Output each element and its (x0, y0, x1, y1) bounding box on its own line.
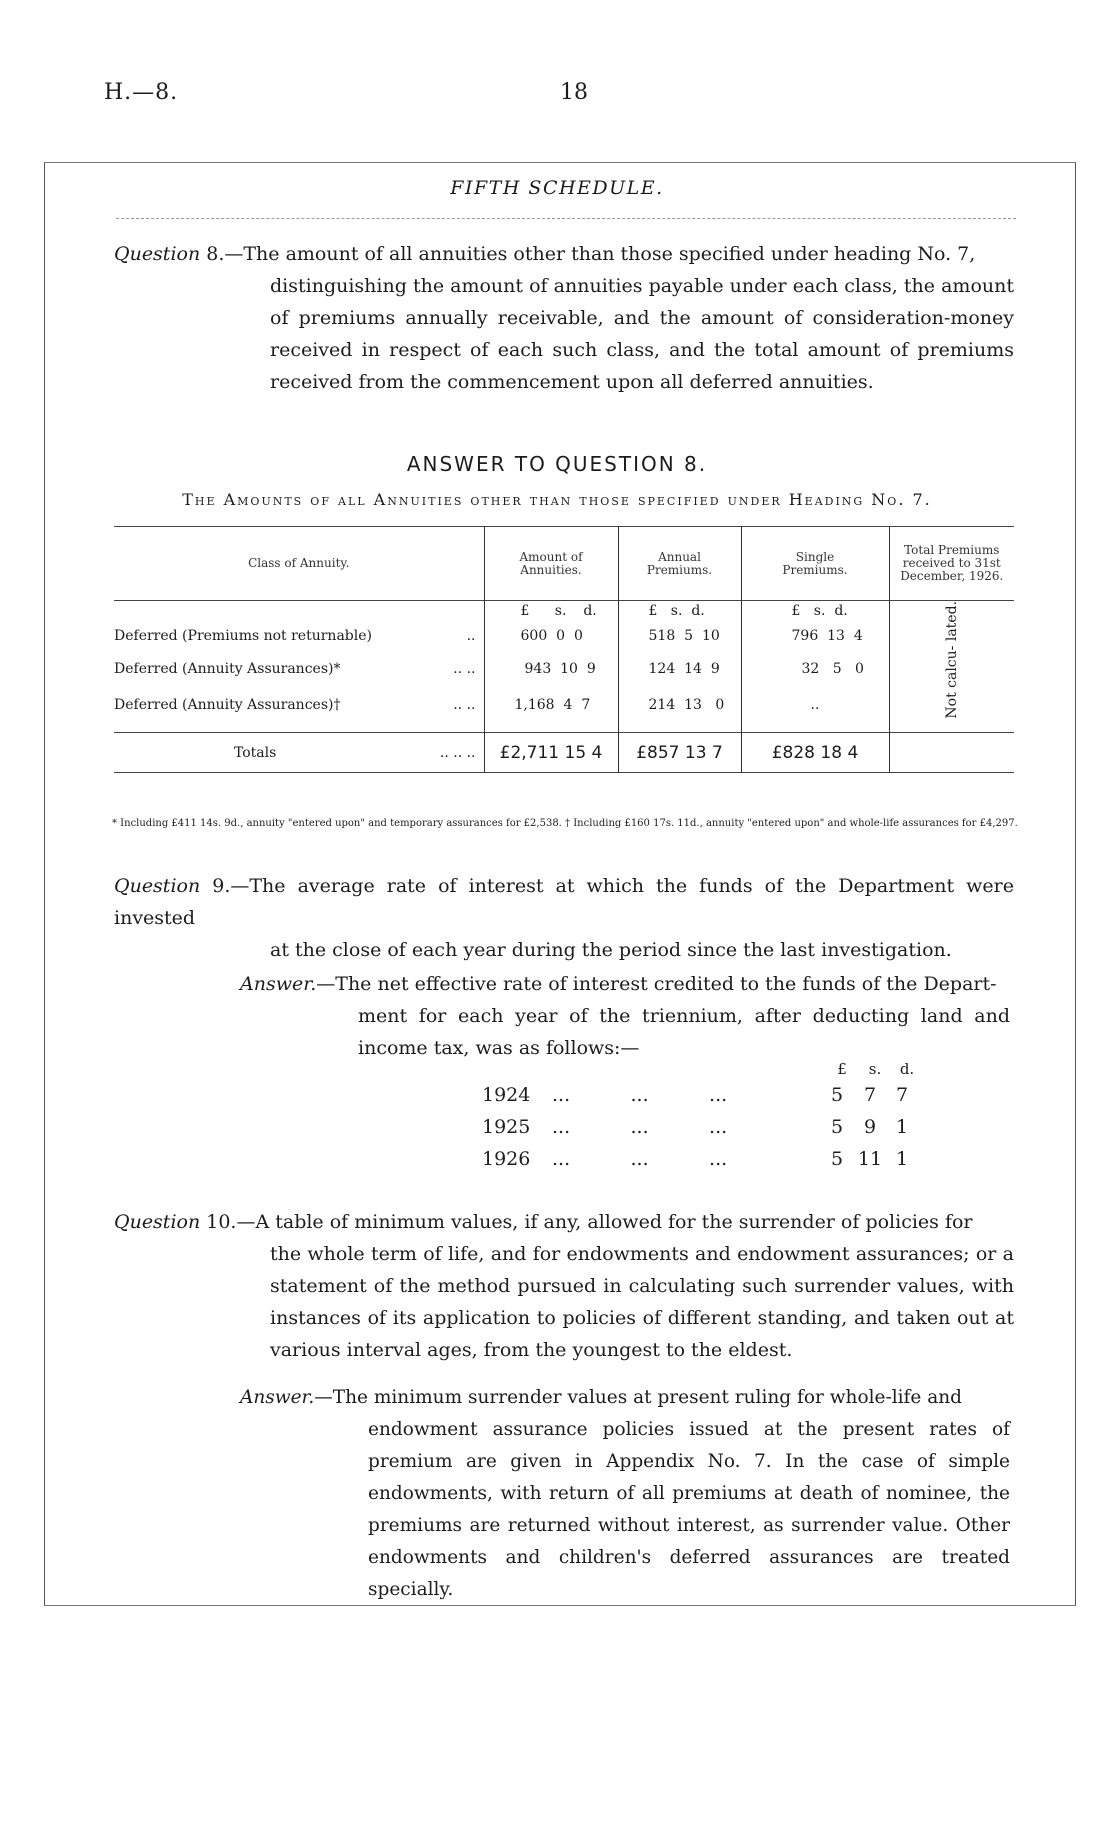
row-leader: .. .. (453, 696, 476, 713)
total-single: £828 18 4 (741, 733, 889, 773)
question-9 (114, 870, 1014, 966)
answer-9 (240, 968, 1010, 1064)
header-single: Single Premiums. (741, 527, 889, 601)
row-label: Deferred (Premiums not returnable) (114, 628, 372, 645)
dot-leader: ... ... ... (552, 1084, 728, 1106)
unit-shilling: s. (670, 603, 683, 620)
total-annual: £857 13 7 (618, 733, 741, 773)
dot-leader: ... ... ... (552, 1116, 728, 1138)
single-empty: .. (741, 687, 889, 723)
question-8 (114, 238, 1014, 398)
annual-shillings: 5 (684, 628, 694, 645)
table-row (114, 687, 1014, 723)
question-10-first-line: 10.—A table of minimum values, if any, allowed for the surrender of policies for (206, 1211, 973, 1233)
answer-label: Answer. (240, 1387, 315, 1408)
question-8-text: distinguishing the amount of annuities payable under each class, the amount of premiums annually receivable, and the amount of consideration-money received in respect of each such class, and the total amount of premiums received from the commencement upon all deferred annuities. (270, 275, 1014, 393)
answer-10-text: endowment assurance policies issued at the present rates of premium are given in Appendix No. 7. In the case of simple endowments, with return of all premiums at death of nominee, the premiums are returned without interest, as surrender value. Other endowments and children's deferred assurances are treated specially. (368, 1419, 1010, 1600)
amount-shillings: 0 (556, 628, 566, 645)
title-divider (116, 218, 1016, 219)
totals-row (114, 733, 1014, 773)
single-pence: 4 (853, 628, 863, 645)
rate-pence: 7 (895, 1084, 909, 1106)
annual-pounds: 518 (648, 628, 676, 645)
single-pounds: 796 (791, 628, 819, 645)
answer-8-subheading: The Amounts of all Annuities other than those specified under Heading No. 7. (182, 490, 932, 509)
unit-pound: £ (837, 1060, 847, 1078)
amount-pounds: 600 (520, 628, 548, 645)
unit-pence: d. (899, 1060, 915, 1078)
totals-leader: .. .. .. (439, 744, 476, 761)
total-amount: £2,711 15 4 (484, 733, 618, 773)
amount-pence: 0 (573, 628, 583, 645)
rate-shillings: 7 (863, 1084, 877, 1106)
amount-shillings: 10 (560, 660, 578, 677)
unit-pence: d. (834, 603, 848, 620)
question-10-text: the whole term of life, and for endowments and endowment assurances; or a statement of the method pursued in calculating such surrender values, with instances of its application to policies of different standing, and taken out at various interval ages, from the youngest to the eldest. (270, 1243, 1014, 1361)
table-footnote: * Including £411 14s. 9d., annuity "entered upon" and temporary assurances for £2,538. † Including £160 17s. 11d., annuity "entered upon" and whole-life assurances for £4,297. (112, 818, 1018, 829)
unit-shilling: s. (868, 1060, 882, 1078)
amount-pounds: 1,168 (514, 696, 555, 713)
row-label: Deferred (Annuity Assurances)* (114, 660, 341, 677)
unit-shilling: s. (554, 603, 567, 620)
rate-pounds: 5 (830, 1116, 844, 1138)
year: 1926 (482, 1148, 531, 1170)
answer-8-heading: ANSWER TO QUESTION 8. (406, 452, 708, 476)
interest-row (482, 1084, 918, 1106)
annuities-table (114, 526, 1014, 773)
question-10 (114, 1206, 1014, 1366)
question-label: Question (114, 875, 201, 897)
annual-shillings: 14 (684, 660, 702, 677)
single-pence: 0 (854, 660, 864, 677)
row-leader: .. .. (453, 660, 476, 677)
annual-shillings: 13 (684, 696, 702, 713)
table-row (114, 622, 1014, 651)
totals-label: Totals (234, 744, 277, 761)
answer-10-first-line: —The minimum surrender values at present ruling for whole-life and (314, 1387, 963, 1408)
rate-pence: 1 (895, 1148, 909, 1170)
rate-shillings: 11 (857, 1148, 883, 1170)
amount-pence: 7 (581, 696, 591, 713)
annual-pence: 10 (701, 628, 720, 645)
annual-pence: 0 (715, 696, 725, 713)
interest-units (825, 1060, 965, 1078)
unit-pound: £ (791, 603, 801, 620)
amount-pounds: 943 (524, 660, 552, 677)
question-8-first-line: 8.—The amount of all annuities other than those specified under heading No. 7, (206, 243, 976, 265)
amount-shillings: 4 (563, 696, 573, 713)
row-label: Deferred (Annuity Assurances)† (114, 696, 341, 713)
rate-shillings: 9 (863, 1116, 877, 1138)
interest-row (482, 1116, 918, 1138)
unit-pence: d. (691, 603, 705, 620)
unit-pound: £ (520, 603, 530, 620)
year: 1924 (482, 1084, 531, 1106)
question-9-text: at the close of each year during the period since the last investigation. (270, 939, 952, 961)
unit-pound: £ (648, 603, 658, 620)
total-premiums-note: Not calcu- lated. (943, 601, 960, 719)
answer-9-text: ment for each year of the triennium, after deducting land and income tax, was as follows:— (358, 1005, 1010, 1059)
answer-10 (240, 1382, 1010, 1606)
annual-pounds: 214 (648, 696, 676, 713)
header-annual: Annual Premiums. (618, 527, 741, 601)
header-total: Total Premiums received to 31st December, 1926. (889, 527, 1014, 601)
interest-row (482, 1148, 918, 1170)
annual-pounds: 124 (648, 660, 676, 677)
document-code: H.—8. (104, 80, 179, 105)
dot-leader: ... ... ... (552, 1148, 728, 1170)
schedule-title: FIFTH SCHEDULE. (450, 177, 664, 199)
year: 1925 (482, 1116, 531, 1138)
answer-label: Answer. (240, 973, 317, 995)
single-shillings: 13 (827, 628, 845, 645)
rate-pounds: 5 (830, 1084, 844, 1106)
header-class: Class of Annuity. (248, 556, 350, 570)
header-amount: Amount of Annuities. (484, 527, 618, 601)
question-9-first-line: 9.—The average rate of interest at which the funds of the Department were invested (114, 875, 1014, 929)
unit-pence: d. (583, 603, 597, 620)
question-label: Question (114, 1211, 201, 1233)
single-pounds: 32 (801, 660, 820, 677)
row-leader: .. (466, 628, 476, 645)
table-row (114, 651, 1014, 687)
single-shillings: 5 (832, 660, 842, 677)
amount-pence: 9 (586, 660, 596, 677)
answer-9-first-line: —The net effective rate of interest credited to the funds of the Depart- (316, 973, 997, 995)
unit-shilling: s. (813, 603, 826, 620)
question-label: Question (114, 243, 201, 265)
page-number: 18 (560, 80, 588, 105)
annual-pence: 9 (710, 660, 720, 677)
rate-pence: 1 (895, 1116, 909, 1138)
rate-pounds: 5 (830, 1148, 844, 1170)
